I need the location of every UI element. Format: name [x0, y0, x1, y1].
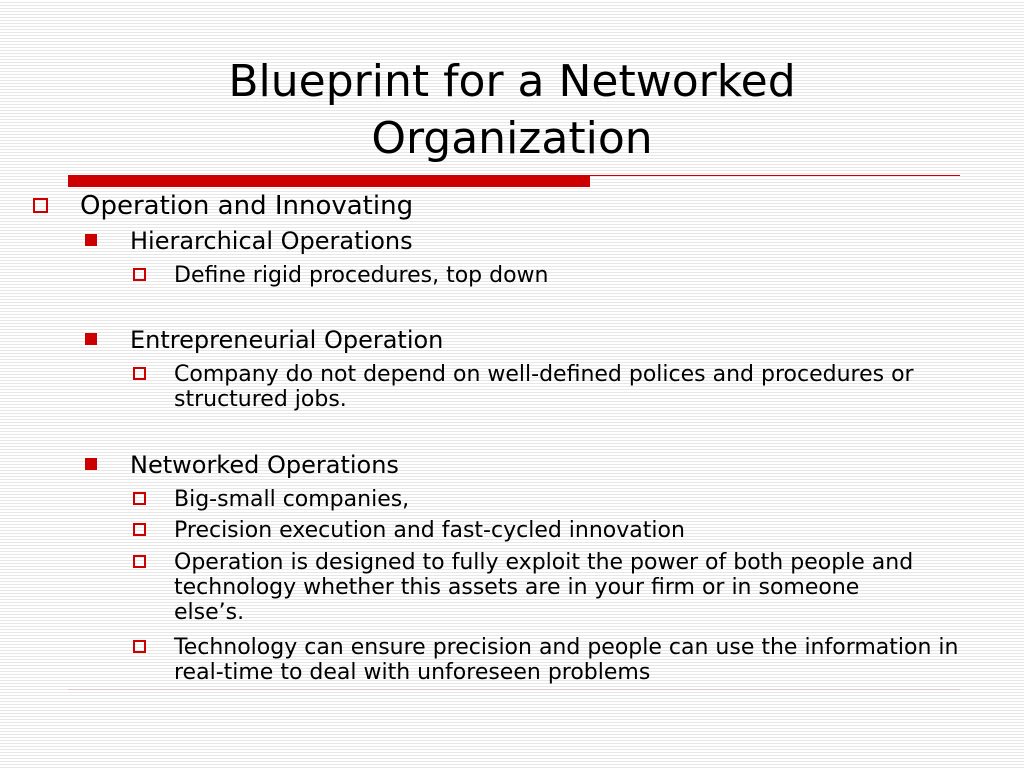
slide-title-line-2: Organization — [371, 113, 653, 164]
hollow-square-icon — [133, 523, 146, 536]
hollow-square-icon — [133, 555, 146, 568]
hollow-square-icon — [33, 198, 48, 213]
title-underline-thin — [590, 175, 960, 176]
bullet-entrepreneurial-operation: Entrepreneurial Operation — [130, 326, 444, 354]
filled-square-icon — [85, 234, 97, 246]
filled-square-icon — [85, 458, 97, 470]
hollow-square-icon — [133, 640, 146, 653]
hollow-square-icon — [133, 268, 146, 281]
bullet-operation-designed: Operation is designed to fully exploit the power of both people and technology whether this assets are in your firm or in someone else’s. — [174, 550, 914, 625]
footer-divider — [68, 689, 960, 690]
bullet-networked-operations: Networked Operations — [130, 451, 399, 479]
slide-title-line-1: Blueprint for a Networked — [228, 56, 796, 107]
bullet-precision-execution: Precision execution and fast-cycled innovation — [174, 518, 685, 543]
bullet-company-policies: Company do not depend on well-defined polices and procedures or structured jobs. — [174, 362, 914, 412]
title-underline-thick — [68, 175, 590, 187]
bullet-hierarchical-operations: Hierarchical Operations — [130, 227, 413, 255]
hollow-square-icon — [133, 492, 146, 505]
bullet-big-small-companies: Big-small companies, — [174, 487, 410, 512]
slide-title — [100, 53, 924, 167]
filled-square-icon — [85, 333, 97, 345]
hollow-square-icon — [133, 367, 146, 380]
bullet-define-rigid-procedures: Define rigid procedures, top down — [174, 263, 549, 288]
bullet-operation-innovating: Operation and Innovating — [80, 191, 414, 221]
bullet-technology-precision: Technology can ensure precision and people can use the information in real-time to deal with unforeseen problems — [174, 635, 959, 685]
